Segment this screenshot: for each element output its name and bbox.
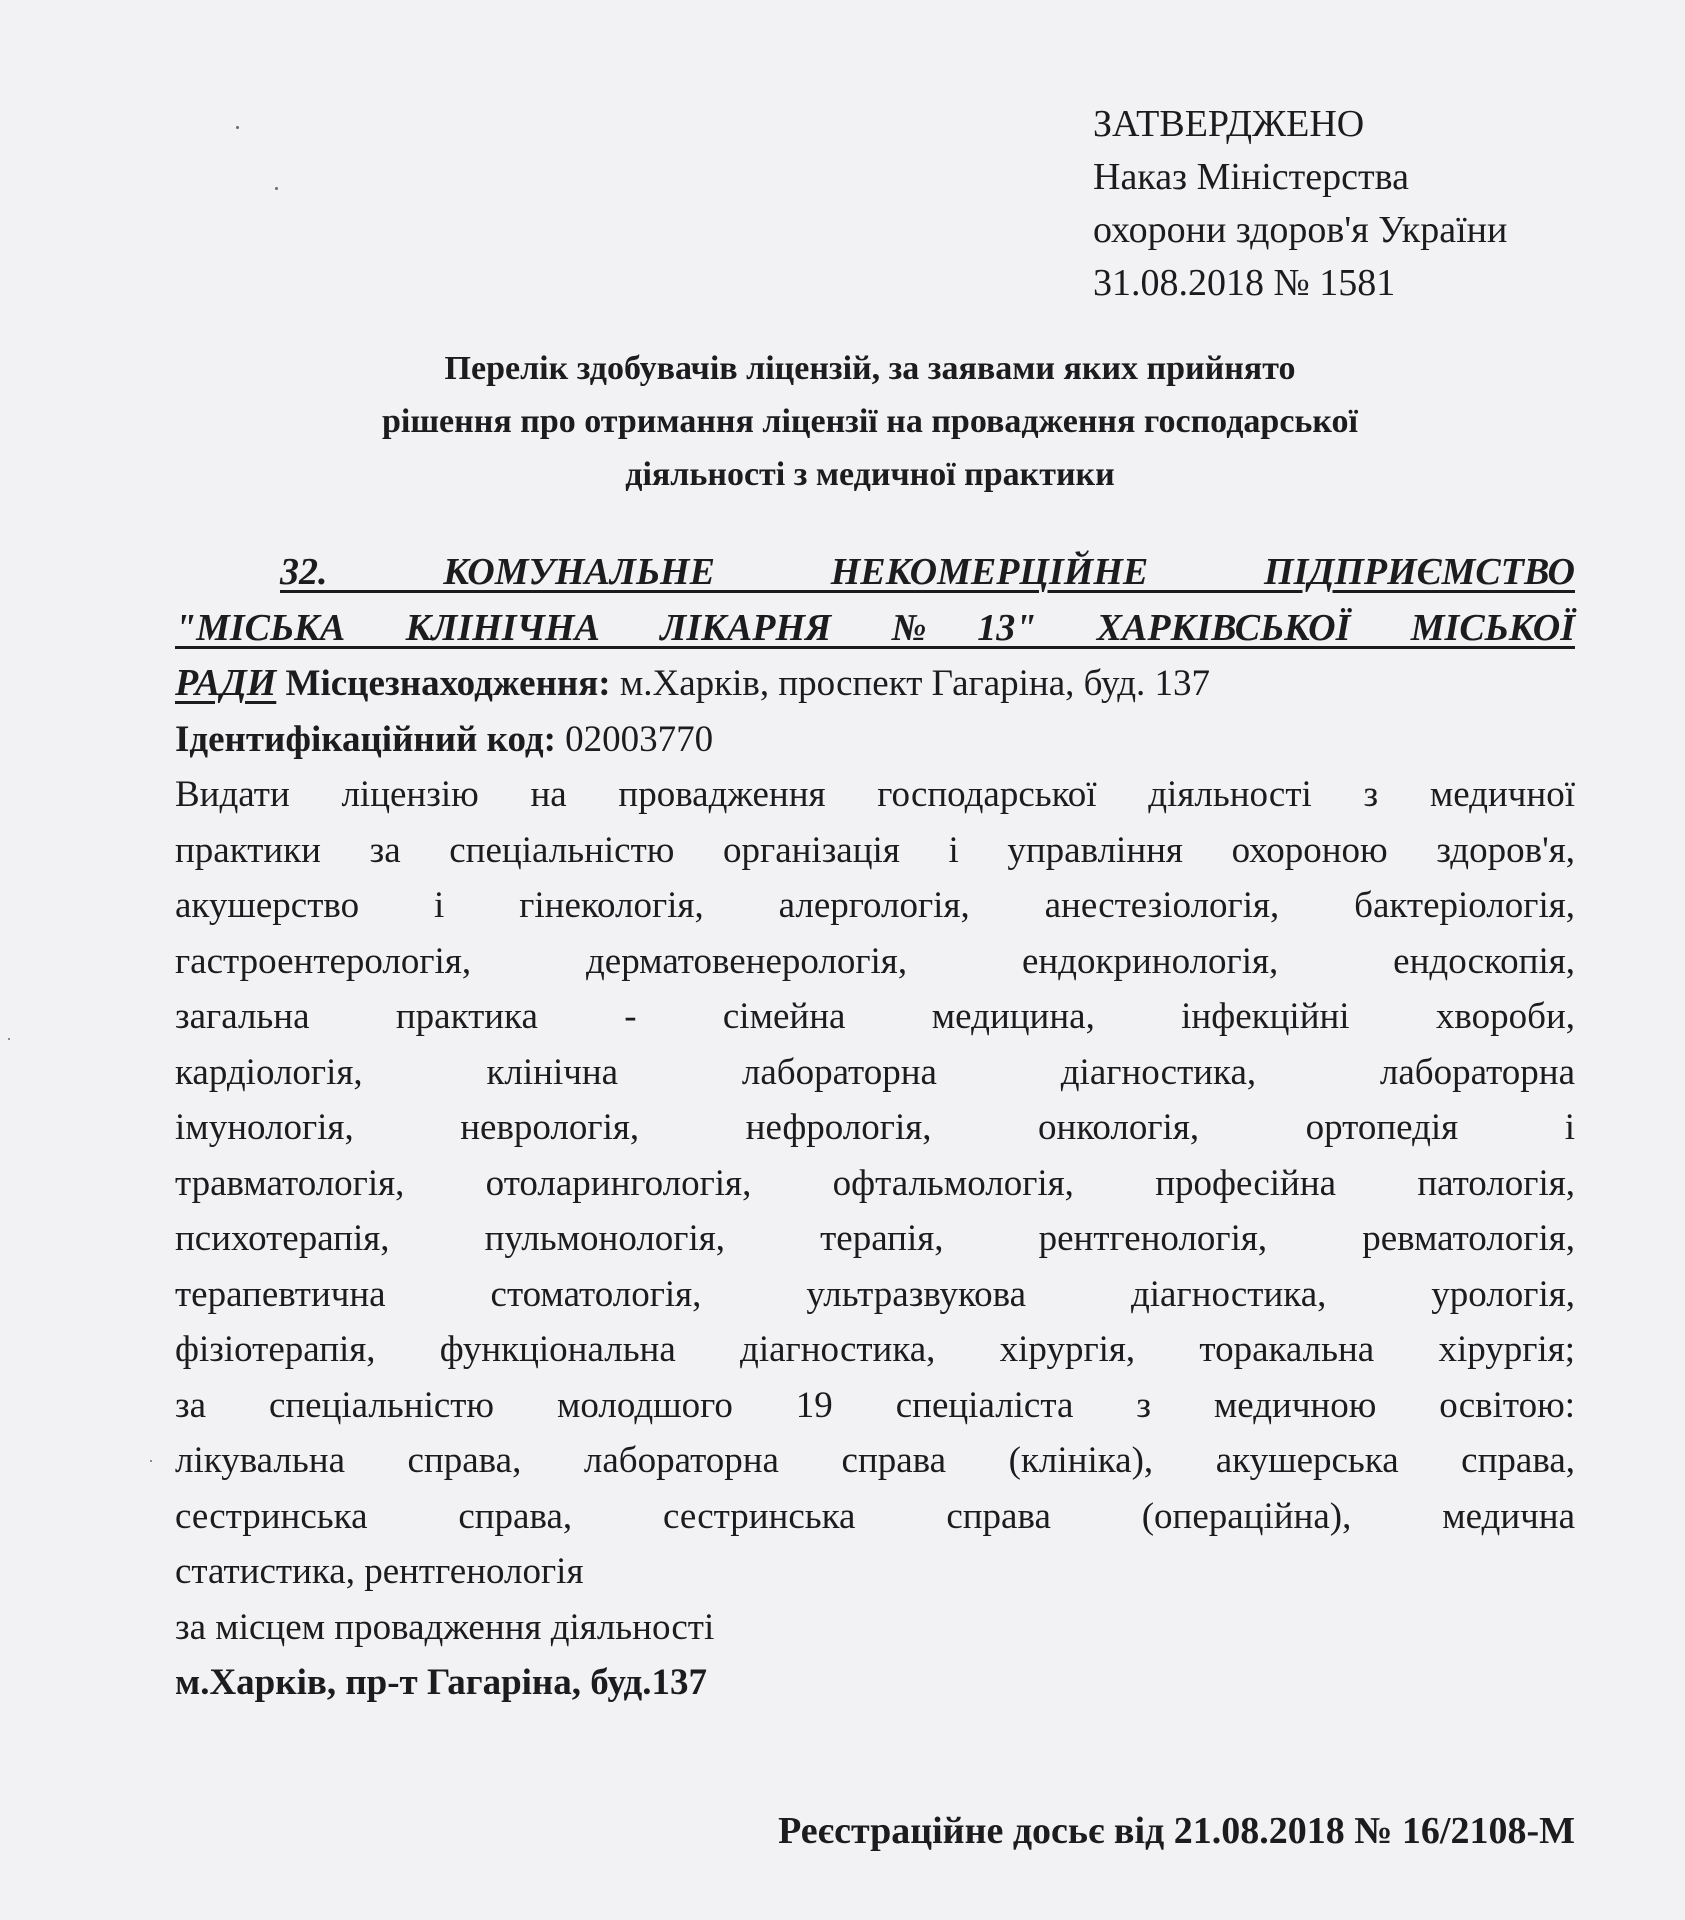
approval-ministry: охорони здоров'я України <box>1093 209 1508 251</box>
decision-text-line: травматологія, отоларингологія, офтальмологія, професійна патологія, <box>175 1162 1575 1204</box>
entity-name-line <box>175 545 1575 601</box>
scan-speck <box>236 126 239 129</box>
code-value: 02003770 <box>565 718 714 760</box>
decision-text-line: практики за спеціальністю організація і управління охороною здоров'я, <box>175 829 1575 871</box>
approval-date-number: 31.08.2018 № 1581 <box>1093 262 1396 304</box>
approval-heading: ЗАТВЕРДЖЕНО <box>1093 103 1365 145</box>
decision-text-line: акушерство і гінекологія, алергологія, анестезіологія, бактеріологія, <box>175 885 1575 926</box>
code-label: Ідентифікаційний код: <box>175 718 556 760</box>
title-line: Перелік здобувачів ліцензій, за заявами яких прийнято <box>444 350 1296 387</box>
approval-stamp-block <box>1093 98 1507 310</box>
decision-text-line: кардіологія, клінічна лабораторна діагностика, лабораторна <box>175 1051 1575 1093</box>
document-title <box>200 342 1540 501</box>
entity-name-part: РАДИ <box>175 662 277 704</box>
decision-text-line: загальна практика - сімейна медицина, інфекційні хвороби, <box>175 996 1575 1037</box>
decision-text-last-line: статистика, рентгенологія <box>175 1551 584 1592</box>
location-line <box>175 656 1575 712</box>
entity-name-part: "МІСЬКА КЛІНІЧНА ЛІКАРНЯ №13" ХАРКІВСЬКОЇ МІСЬКОЇ <box>175 606 1575 649</box>
decision-text-line: гастроентерологія, дерматовенерологія, ендокринологія, ендоскопія, <box>175 940 1575 982</box>
place-of-activity-address: м.Харків, пр-т Гагаріна, буд.137 <box>175 1662 707 1703</box>
identification-code-line <box>175 712 1575 768</box>
entity-name-part: 32. КОМУНАЛЬНЕ НЕКОМЕРЦІЙНЕ ПІДПРИЄМСТВО <box>280 551 1575 593</box>
location-value: м.Харків, проспект Гагаріна, буд. 137 <box>619 663 1211 704</box>
decision-text-line: лікувальна справа, лабораторна справа (клініка), акушерська справа, <box>175 1440 1575 1481</box>
approval-order: Наказ Міністерства <box>1093 156 1409 198</box>
entity-name-line <box>175 601 1575 657</box>
scan-speck <box>8 1038 10 1040</box>
decision-text-line: Видати ліцензію на провадження господарської діяльності з медичної <box>175 774 1575 815</box>
location-label: Місцезнаходження: <box>285 663 611 704</box>
license-entry <box>175 545 1575 1711</box>
title-line: діяльності з медичної практики <box>625 456 1115 493</box>
decision-text-line: психотерапія, пульмонологія, терапія, рентгенологія, ревматологія, <box>175 1218 1575 1259</box>
scan-speck <box>150 1460 152 1462</box>
decision-text-line: імунологія, неврологія, нефрологія, онкологія, ортопедія і <box>175 1107 1575 1148</box>
decision-text-line: фізіотерапія, функціональна діагностика, хірургія, торакальна хірургія; <box>175 1329 1575 1370</box>
scan-speck <box>275 187 278 190</box>
place-of-activity-intro: за місцем провадження діяльності <box>175 1606 715 1648</box>
registration-dossier: Реєстраційне досьє від 21.08.2018 № 16/2108-М <box>778 1810 1575 1852</box>
decision-text-line: терапевтична стоматологія, ультразвукова діагностика, урологія, <box>175 1273 1575 1315</box>
decision-text-line: сестринська справа, сестринська справа (операційна), медична <box>175 1495 1575 1537</box>
title-line: рішення про отримання ліцензії на провадження господарської <box>382 403 1358 440</box>
decision-text-line: за спеціальністю молодшого 19 спеціаліста з медичною освітою: <box>175 1384 1575 1426</box>
